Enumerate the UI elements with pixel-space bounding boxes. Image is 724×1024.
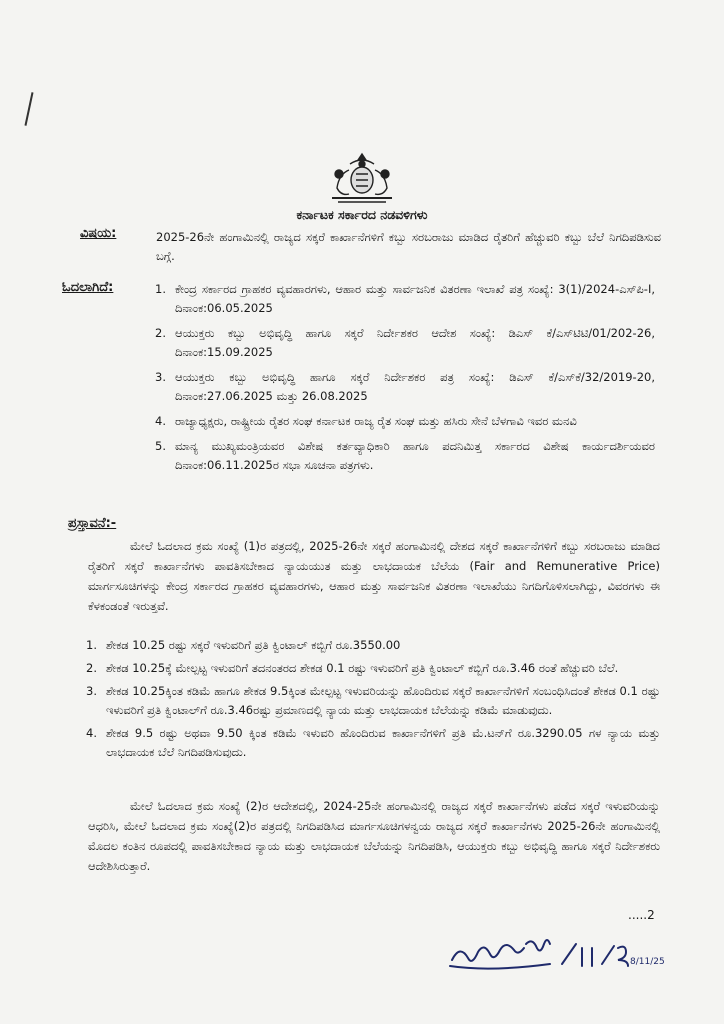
reference-number: 5.: [155, 439, 166, 453]
price-points-list: [86, 636, 660, 766]
price-point-item: [86, 682, 660, 720]
reference-text: ಮಾನ್ಯ ಮುಖ್ಯಮಂತ್ರಿಯವರ ವಿಶೇಷ ಕರ್ತವ್ಯಾಧಿಕಾರಿ ಹಾಗೂ ಪದನಿಮಿತ್ತ ಸರ್ಕಾರದ ವಿಶೇಷ ಕಾರ್ಯದರ್ಶಿಯವರ ದಿನಾಂಕ:06.11.2025ರ ಸಭಾ ಸೂಚನಾ ಪತ್ರಗಳು.: [175, 439, 655, 472]
price-point-item: [86, 659, 660, 678]
price-point-text: ಶೇಕಡ 10.25 ರಷ್ಟು ಸಕ್ಕರೆ ಇಳುವರಿಗೆ ಪ್ರತಿ ಕ್ವಿಂಟಾಲ್ ಕಬ್ಬಿಗೆ ರೂ.3550.00: [106, 638, 401, 652]
price-point-number: 3.: [86, 684, 97, 698]
margin-pen-mark: [24, 92, 33, 126]
price-point-number: 1.: [86, 638, 97, 652]
price-point-number: 2.: [86, 661, 97, 675]
price-point-item: [86, 724, 660, 762]
reference-number: 1.: [155, 282, 166, 296]
reference-item: [155, 437, 655, 475]
reference-number: 2.: [155, 326, 166, 340]
price-point-item: [86, 636, 660, 655]
price-point-text: ಶೇಕಡ 10.25ಕ್ಕೆ ಮೇಲ್ಪಟ್ಟ ಇಳುವರಿಗೆ ತದನಂತರದ ಶೇಕಡ 0.1 ರಷ್ಟು ಇಳುವರಿಗೆ ಪ್ರತಿ ಕ್ವಿಂಟಾಲ್ ಕಬ್ಬಿಗೆ ರೂ.3.46 ರಂತೆ ಹೆಚ್ಚುವರಿ ಬೆಲೆ.: [106, 661, 619, 675]
price-point-number: 4.: [86, 726, 97, 740]
reference-text: ಕೇಂದ್ರ ಸರ್ಕಾರದ ಗ್ರಾಹಕರ ವ್ಯವಹಾರಗಳು, ಆಹಾರ ಮತ್ತು ಸಾರ್ವಜನಿಕ ವಿತರಣಾ ಇಲಾಖೆ ಪತ್ರ ಸಂಖ್ಯೆ: 3(1)/2024-ಎಸ್‌ಪಿ-I, ದಿನಾಂಕ:06.05.2025: [175, 282, 655, 315]
karnataka-emblem-icon: [324, 150, 400, 206]
reference-text: ಆಯುಕ್ತರು ಕಬ್ಬು ಅಭಿವೃದ್ಧಿ ಹಾಗೂ ಸಕ್ಕರೆ ನಿರ್ದೇಶಕರ ಪತ್ರ ಸಂಖ್ಯೆ: ಡಿಎಸ್ ಕೆ/ಎಸ್‌ಕೆ/32/2019-20, ದಿನಾಂಕ:27.06.2025 ಮತ್ತು 26.08.2025: [175, 370, 655, 403]
preamble-paragraph-2: ಮೇಲೆ ಓದಲಾದ ಕ್ರಮ ಸಂಖ್ಯೆ (2)ರ ಆದೇಶದಲ್ಲಿ, 2024-25ನೇ ಹಂಗಾಮಿನಲ್ಲಿ ರಾಜ್ಯದ ಸಕ್ಕರೆ ಕಾರ್ಖಾನೆಗಳು ಪಡೆದ ಸಕ್ಕರೆ ಇಳುವರಿಯನ್ನು ಆಧರಿಸಿ, ಮೇಲೆ ಓದಲಾದ ಕ್ರಮ ಸಂಖ್ಯೆ(2)ರ ಪತ್ರದಲ್ಲಿ ನಿಗದಿಪಡಿಸಿದ ಮಾರ್ಗಸೂಚಿಗಳನ್ವಯ ರಾಜ್ಯದ ಸಕ್ಕರೆ ಕಾರ್ಖಾನೆಗಳು 2025-26ನೇ ಹಂಗಾಮಿನಲ್ಲಿ ಮೊದಲ ಕಂತಿನ ರೂಪದಲ್ಲಿ ಪಾವತಿಸಬೇಕಾದ ನ್ಯಾಯ ಮತ್ತು ಲಾಭದಾಯಕ ಬೆಲೆಯನ್ನು ನಿಗದಿಪಡಿಸಿ, ಆಯುಕ್ತರು ಕಬ್ಬು ಅಭಿವೃದ್ಧಿ ಹಾಗೂ ಸಕ್ಕರೆ ನಿರ್ದೇಶಕರು ಆದೇಶಿಸಿರುತ್ತಾರೆ.: [88, 799, 660, 873]
reference-item: [155, 412, 655, 431]
reference-item: [155, 368, 655, 406]
department-title: ಕರ್ನಾಟಕ ಸರ್ಕಾರದ ನಡವಳಿಗಳು: [296, 207, 428, 222]
handwritten-signature: [448, 934, 665, 976]
subject-label: ವಿಷಯ:: [80, 226, 117, 241]
subject-text: 2025-26ನೇ ಹಂಗಾಮಿನಲ್ಲಿ ರಾಜ್ಯದ ಸಕ್ಕರೆ ಕಾರ್ಖಾನೆಗಳಿಗೆ ಕಬ್ಬು ಸರಬರಾಜು ಮಾಡಿದ ರೈತರಿಗೆ ಹೆಚ್ಚುವರಿ ಕಬ್ಬು ಬೆಲೆ ನಿಗದಿಪಡಿಸುವ ಬಗ್ಗೆ.: [156, 230, 661, 263]
price-point-text: ಶೇಕಡ 9.5 ರಷ್ಟು ಅಥವಾ 9.50 ಕ್ಕಿಂತ ಕಡಿಮೆ ಇಳುವರಿ ಹೊಂದಿರುವ ಕಾರ್ಖಾನೆಗಳಿಗೆ ಪ್ರತಿ ಮೆ.ಟನ್‌ಗೆ ರೂ.3290.05 ಗಳ ನ್ಯಾಯ ಮತ್ತು ಲಾಭದಾಯಕ ಬೆಲೆ ನಿಗದಿಪಡಿಸುವುದು.: [106, 726, 660, 759]
reference-text: ರಾಜ್ಯಾಧ್ಯಕ್ಷರು, ರಾಷ್ಟ್ರೀಯ ರೈತರ ಸಂಘ ಕರ್ನಾಟಕ ರಾಜ್ಯ ರೈತ ಸಂಘ ಮತ್ತು ಹಸಿರು ಸೇನೆ ಬೆಳಗಾವಿ ಇವರ ಮನವಿ: [175, 414, 577, 428]
reference-text: ಆಯುಕ್ತರು ಕಬ್ಬು ಅಭಿವೃದ್ಧಿ ಹಾಗೂ ಸಕ್ಕರೆ ನಿರ್ದೇಶಕರ ಆದೇಶ ಸಂಖ್ಯೆ: ಡಿಎಸ್ ಕೆ/ಎಸ್‌ಟಿಟಿ/01/202-26, ದಿನಾಂಕ:15.09.2025: [175, 326, 655, 359]
reference-list: [155, 280, 655, 481]
references-label: ಓದಲಾಗಿದೆ:: [62, 280, 114, 295]
price-point-text: ಶೇಕಡ 10.25ಕ್ಕಿಂತ ಕಡಿಮೆ ಹಾಗೂ ಶೇಕಡ 9.5ಕ್ಕಿಂತ ಮೇಲ್ಪಟ್ಟ ಇಳುವರಿಯನ್ನು ಹೊಂದಿರುವ ಸಕ್ಕರೆ ಕಾರ್ಖಾನೆಗಳಿಗೆ ಸಂಬಂಧಿಸಿದಂತೆ ಶೇಕಡ 0.1 ರಷ್ಟು ಇಳುವರಿಗೆ ಪ್ರತಿ ಕ್ವಿಂಟಾಲ್‌ಗೆ ರೂ.3.46ರಷ್ಟು ಪ್ರಮಾಣದಲ್ಲಿ ನ್ಯಾಯ ಮತ್ತು ಲಾಭದಾಯಕ ಬೆಲೆಯನ್ನು ಕಡಿಮೆ ಮಾಡುವುದು.: [106, 684, 660, 717]
preamble-paragraph-1: ಮೇಲೆ ಓದಲಾದ ಕ್ರಮ ಸಂಖ್ಯೆ (1)ರ ಪತ್ರದಲ್ಲಿ, 2025-26ನೇ ಸಕ್ಕರೆ ಹಂಗಾಮಿನಲ್ಲಿ ದೇಶದ ಸಕ್ಕರೆ ಕಾರ್ಖಾನೆಗಳಿಗೆ ಕಬ್ಬು ಸರಬರಾಜು ಮಾಡಿದ ರೈತರಿಗೆ ಸಕ್ಕರೆ ಕಾರ್ಖಾನೆಗಳು ಪಾವತಿಸಬೇಕಾದ ನ್ಯಾಯಯುತ ಮತ್ತು ಲಾಭದಾಯಕ ಬೆಲೆಯ (Fair and Remunerative Price) ಮಾರ್ಗಸೂಚಿಗಳನ್ನು ಕೇಂದ್ರ ಸರ್ಕಾರದ ಗ್ರಾಹಕರ ವ್ಯವಹಾರಗಳು, ಆಹಾರ ಮತ್ತು ಸಾರ್ವಜನಿಕ ವಿತರಣಾ ಇಲಾಖೆಯು ನಿಗದಿಗೊಳಿಸಲಾಗಿದ್ದು, ವಿವರಗಳು ಈ ಕೆಳಕಂಡಂತೆ ಇರುತ್ತವೆ.: [88, 539, 660, 613]
reference-item: [155, 324, 655, 362]
page-continuation: .....2: [628, 908, 655, 922]
reference-number: 4.: [155, 414, 166, 428]
signature-date: 8/11/25: [630, 957, 665, 967]
reference-item: [155, 280, 655, 318]
preamble-label: ಪ್ರಸ್ತಾವನೆ:-: [68, 516, 117, 531]
reference-number: 3.: [155, 370, 166, 384]
